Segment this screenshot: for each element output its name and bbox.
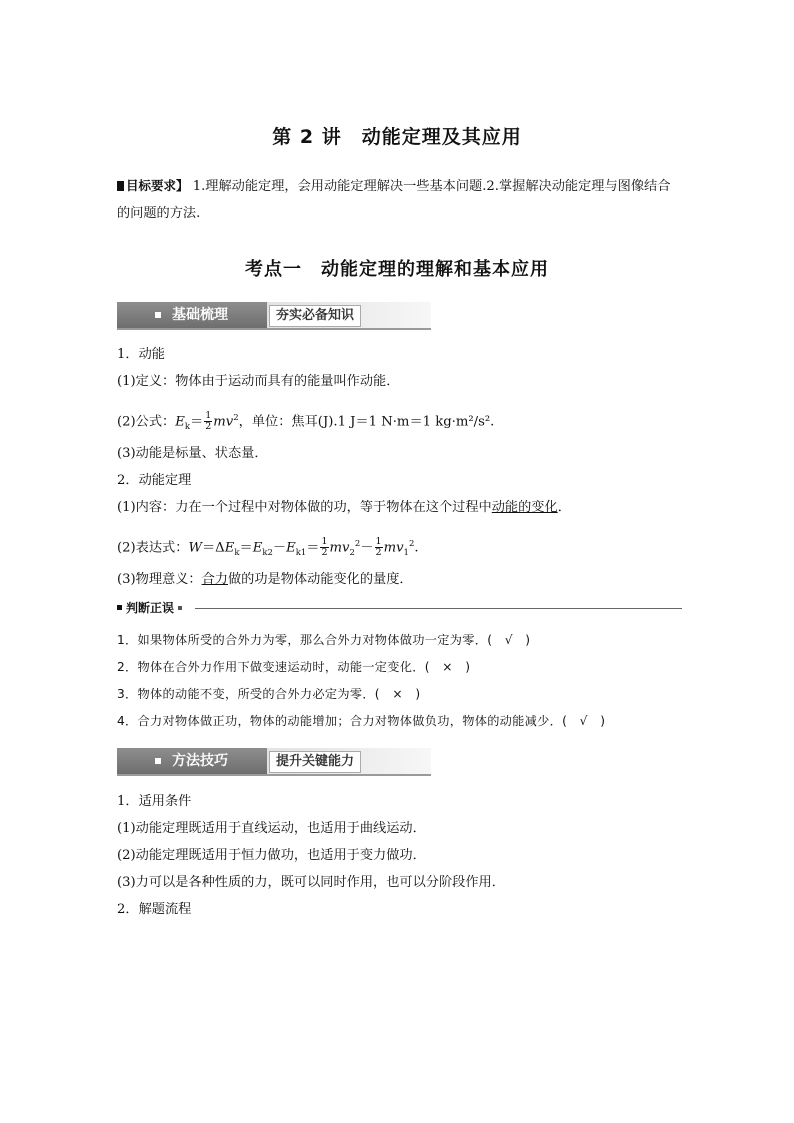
method-heading-1: 1．适用条件 [117,794,192,809]
basics-expression: (2)表达式：$W=\Delta E_k=E_{k2}-E_{k1}=$ $\frac{1}{2}$ $mv_2^2-$ $\frac{1}{2}$ $mv_1^2$. [117,536,419,559]
banner-basics-light: 夯实必备知识 [269,305,361,327]
bracket-mark-icon [117,181,124,191]
basics-heading-1: 1．动能 [117,347,165,362]
basics-content: (1)内容：力在一个过程中对物体做的功，等于物体在这个过程中动能的变化． [117,500,571,515]
judge-item: 1．如果物体所受的合外力为零，那么合外力对物体做功一定为零．( √ ) [117,633,531,647]
square-bullet-icon [155,312,161,318]
judge-item: 3．物体的动能不变，所受的合外力必定为零．( × ) [117,687,421,701]
judge-heading: 判断正误 [117,600,682,616]
banner-method [117,748,431,776]
method-condition-2: (2)动能定理既适用于恒力做功，也适用于变力做功． [117,848,426,863]
method-condition-3: (3)力可以是各种性质的力，既可以同时作用，也可以分阶段作用． [117,875,505,890]
objective-paragraph [117,172,682,227]
fraction-half: $\frac{1}{2}$ [321,536,328,559]
judge-item: 2．物体在合外力作用下做变速运动时，动能一定变化．( × ) [117,660,471,674]
method-heading-2: 2．解题流程 [117,902,192,917]
banner-basics [117,302,431,330]
objective-tag: 目标要求】 [117,178,189,193]
banner-method-dark: 方法技巧 [117,748,267,774]
judge-item: 4．合力对物体做正功，物体的动能增加；合力对物体做负功，物体的动能减少．( √ ) [117,714,606,728]
basics-meaning: (3)物理意义：合力做的功是物体动能变化的量度． [117,572,413,587]
square-bullet-icon [178,606,182,610]
basics-heading-2: 2．动能定理 [117,473,192,488]
lecture-title: 第 2 讲 动能定理及其应用 [272,126,522,148]
banner-basics-dark: 基础梳理 [117,302,267,328]
basics-definition: (1)定义：物体由于运动而具有的能量叫作动能． [117,374,400,389]
square-bullet-icon [155,758,161,764]
square-bullet-icon [117,605,122,610]
fraction-half: $\frac{1}{2}$ [205,410,212,433]
basics-scalar: (3)动能是标量、状态量． [117,446,268,461]
judge-rule [195,608,682,609]
banner-method-light: 提升关键能力 [269,751,361,773]
objective-text: 1.理解动能定理，会用动能定理解决一些基本问题.2.掌握解决动能定理与图像结合的问题的方法. [117,179,671,221]
method-condition-1: (1)动能定理既适用于直线运动，也适用于曲线运动． [117,821,426,836]
basics-formula: (2)公式：$E_k=$ $\frac{1}{2}$ $mv^2$，单位：焦耳(J).1 J＝1 N·m＝1 kg·m²/s². [117,410,495,433]
fraction-half: $\frac{1}{2}$ [375,536,382,559]
section-heading: 考点一 动能定理的理解和基本应用 [245,259,549,280]
